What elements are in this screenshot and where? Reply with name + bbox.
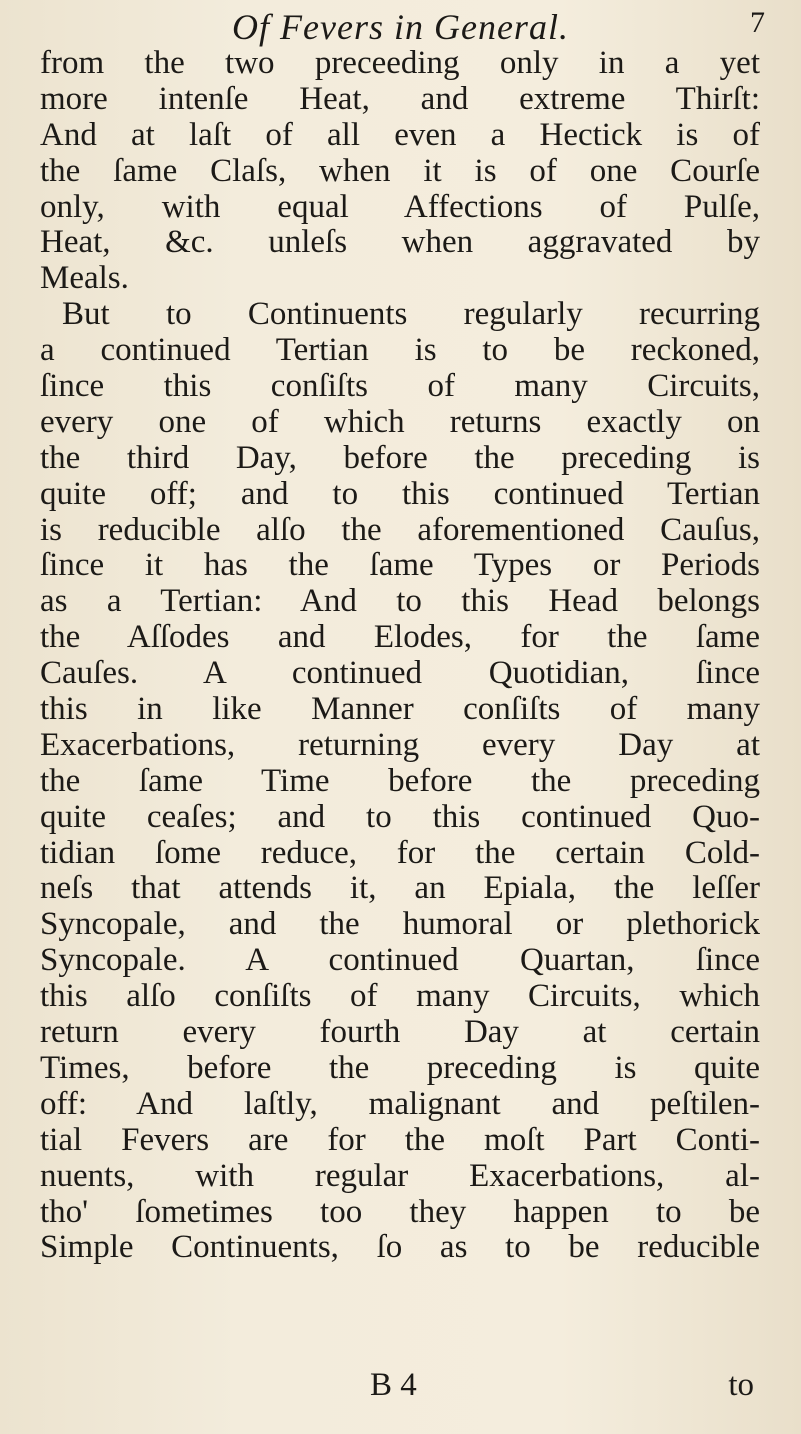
text-line: a continued Tertian is to be reckoned, <box>40 332 760 369</box>
catchword: to <box>728 1367 754 1403</box>
text-line: is reducible alſo the aforementioned Cauſus, <box>40 511 760 548</box>
text-line: the ſame Claſs, when it is of one Courſe <box>40 152 760 189</box>
text-line: return every fourth Day at certain <box>40 1014 760 1051</box>
text-line: off: And laſtly, malignant and peſtilen- <box>40 1085 760 1122</box>
text-line: tidian ſome reduce, for the certain Cold- <box>40 834 760 871</box>
text-line: the Aſſodes and Elodes, for the ſame <box>40 619 760 656</box>
text-line: neſs that attends it, an Epiala, the leſſer <box>40 870 760 907</box>
running-header: Of Fevers in General. <box>232 7 569 47</box>
text-line: ſince it has the ſame Types or Periods <box>40 547 760 584</box>
text-line: every one of which returns exactly on <box>40 403 760 440</box>
text-line: Heat, &c. unleſs when aggravated by <box>40 224 760 261</box>
text-line: as a Tertian: And to this Head belongs <box>40 583 760 620</box>
text-line: the third Day, before the preceding is <box>40 439 760 476</box>
body-text <box>40 46 760 1266</box>
text-line: this in like Manner conſiſts of many <box>40 691 760 728</box>
text-line: tial Fevers are for the moſt Part Conti- <box>40 1121 760 1158</box>
text-line: tho' ſometimes too they happen to be <box>40 1193 760 1230</box>
page-footer <box>40 1367 760 1407</box>
text-line: But to Continuents regularly recurring <box>62 296 760 333</box>
text-line: And at laſt of all even a Hectick is of <box>40 116 760 153</box>
text-line: Meals. <box>40 260 129 297</box>
text-line: Simple Continuents, ſo as to be reducible <box>40 1229 760 1266</box>
text-line: this alſo conſiſts of many Circuits, which <box>40 978 760 1015</box>
text-line: only, with equal Affections of Pulſe, <box>40 188 760 225</box>
text-line: Syncopale. A continued Quartan, ſince <box>40 942 760 979</box>
text-line: Cauſes. A continued Quotidian, ſince <box>40 655 760 692</box>
text-line: more intenſe Heat, and extreme Thirſt: <box>40 80 760 117</box>
signature-mark: B 4 <box>370 1367 417 1403</box>
text-line: nuents, with regular Exacerbations, al- <box>40 1157 760 1194</box>
text-line: the ſame Time before the preceding <box>40 762 760 799</box>
page-number: 7 <box>750 6 765 39</box>
text-line: Times, before the preceding is quite <box>40 1049 760 1086</box>
text-line: from the two preceeding only in a yet <box>40 45 760 81</box>
text-line: Syncopale, and the humoral or plethorick <box>40 906 760 943</box>
text-line: quite ceaſes; and to this continued Quo- <box>40 798 760 835</box>
text-line: Exacerbations, returning every Day at <box>40 726 760 763</box>
text-line: ſince this conſiſts of many Circuits, <box>40 368 760 405</box>
text-line: quite off; and to this continued Tertian <box>40 475 760 512</box>
